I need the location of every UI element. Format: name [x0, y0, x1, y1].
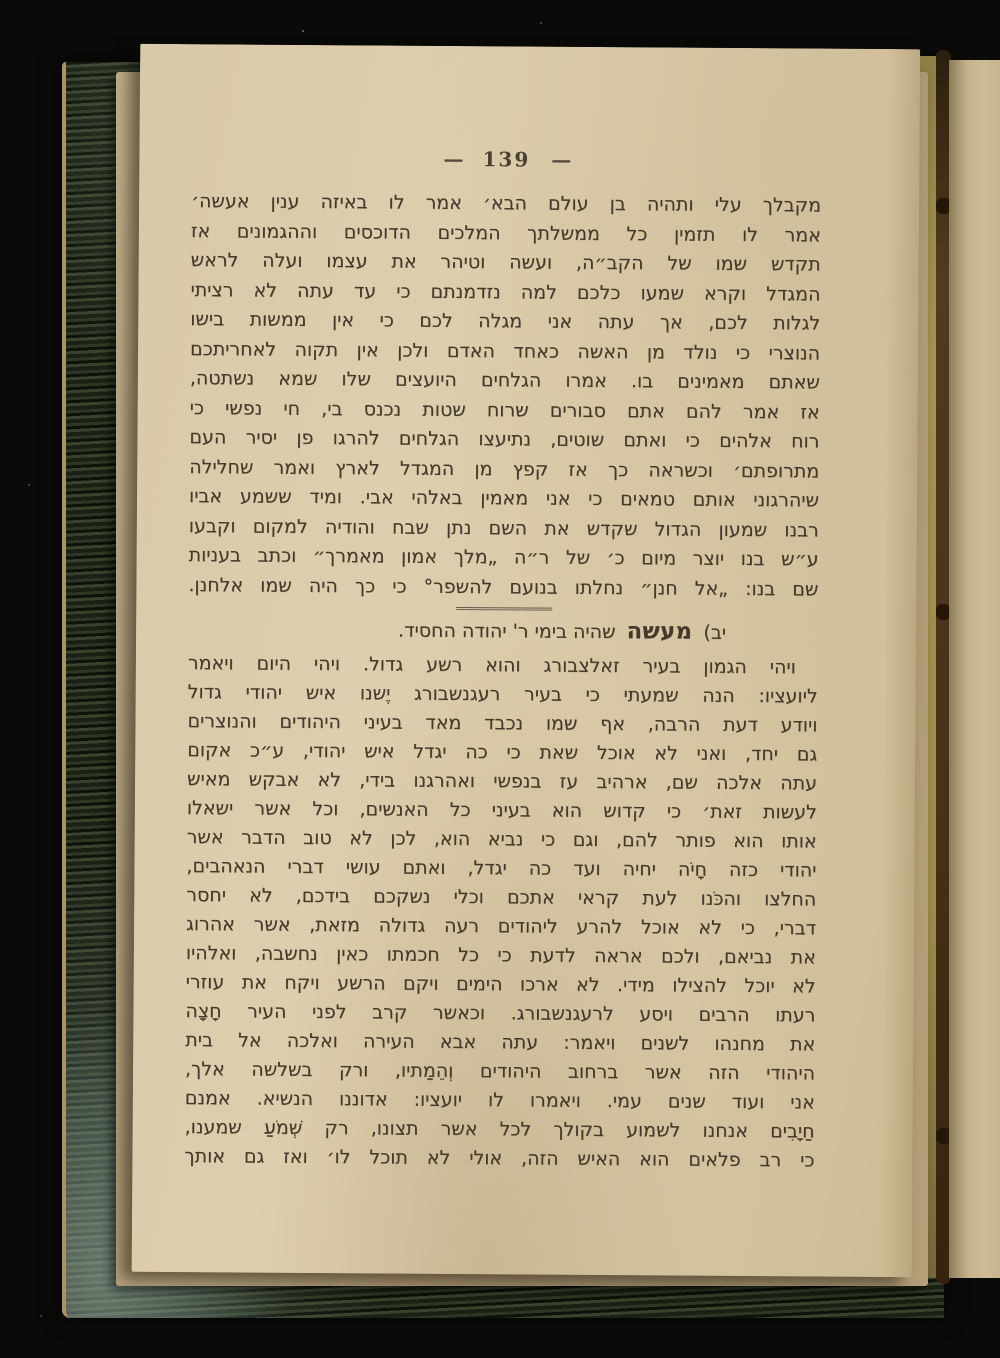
- page-number-rule-left: —: [443, 146, 462, 172]
- text-line: דברי, כי לא אוכל להרע ליהודים רעה גדולה מזאת, אשר אהרוג: [185, 913, 817, 940]
- paragraph-1: [188, 187, 821, 604]
- text-line: ויהי הגמון בעיר זאלצבורג והוא רשע גדול. ויהי היום ויאמר: [187, 652, 796, 679]
- text-line: אני ועוד שנים עמי. ויאמרו לו יועציו: אדוננו הנשיא. אמנם: [184, 1087, 815, 1114]
- text-line: ע״ש בנו יוצר מיום כ׳ של ר״ה „מלך אמון מאמרך״ וכתב בעניות: [188, 544, 819, 571]
- text-line: לעשות זאת׳ כי קדוש הוא בעיני כל האנשים, וכל אשר ישאלו: [186, 797, 817, 824]
- section-divider: [456, 607, 552, 611]
- text-line: לגלות לכם, אך עתה אני מגלה לכם כי אין ממשות בישו: [190, 308, 821, 335]
- text-line: לא יוכל להצילו מידי. לא ארכו הימים ויקם הרשע ויקח את עוזרי: [185, 971, 816, 998]
- text-line: רעתו הרבים ויסע לרעגנשבורג. וכאשר קרב לפני העיר חָצָה: [185, 1000, 816, 1027]
- paragraph-2: [184, 649, 818, 1175]
- text-line: ליועציו: הנה שמעתי כי בעיר רעגנשבורג יֶשנו איש יהודי גדול: [187, 681, 818, 708]
- text-line: מתרופתם׳ וכשראה כך אז קפץ מן המגדל לארץ ואמר שחלילה: [189, 455, 820, 483]
- text-line: יהודי כזה חָיֹה יחיה ועד כה יגדל, ואתם עושי דברי הנאהבים,: [186, 855, 817, 882]
- text-line: כי רב פלאים הוא האיש הזה, אולי לא תוכל לו׳ ואז גם אותך: [184, 1145, 815, 1172]
- text-line: את נביאם, ולכם אראה לדעת כי כל חכמתו כאין נחשבה, ואלהיו: [185, 942, 816, 969]
- text-line: שם בנו: „אל חנן״ נחלתו בנועם להשפר° כי כך היה שמו אלחנן.: [188, 573, 819, 601]
- text-line: ויודע דעת הרבה, אף שמו נכבד מאד בעיני היהודים והנוצרים: [187, 710, 818, 737]
- text-line: אותו הוא פותר להם, וגם כי נביא הוא, לכן לא טוב הדבר אשר: [186, 826, 817, 853]
- text-line: עתה אלכה שם, ארהיב עז בנפשי ואהרגנו בידי, לא אבקש מאיש: [187, 768, 818, 795]
- page-number-value: 139: [482, 147, 531, 172]
- text-line: שיהרגוני אותם טמאים כי אני מאמין באלהי אבי. ומיד ששמע אביו: [188, 485, 820, 512]
- text-line: תקדש שמו של הקב״ה, ועשה וטיהר את עצמו ועלה לראש: [190, 249, 821, 276]
- page-number: [191, 145, 821, 173]
- section-heading: [188, 615, 818, 645]
- facing-page-edge: [949, 60, 1000, 1278]
- text-line: היהודי הזה אשר ברחוב היהודים וְהֵמַתיו, ורק בשלשה אלך,: [184, 1058, 816, 1085]
- section-heading-keyword: מעשה: [626, 618, 693, 645]
- text-line: רוח אלהים כי ואתם שוטים, נתיעצו הגלחים להרגו פן יסיר העם: [189, 426, 820, 453]
- text-line: המגדל וקרא שמעו כלכם למה נזדמנתם כי עד עתה לא רציתי: [190, 278, 821, 306]
- text-line: את מחנהו לשנים ויאמר: עתה אבא העירה ואלכה אל בית: [185, 1029, 816, 1056]
- section-heading-number: יב): [703, 621, 727, 644]
- text-line: אז אמר להם אתם סבורים שרוח שטות נכנס בי, חי נפשי כי: [189, 396, 820, 424]
- text-line: שאתם מאמינים בו. אמרו הגלחים היועצים שלו שמא נשתטה,: [189, 367, 820, 394]
- text-line: הנוצרי כי נולד מן האשה כאחד האדם ולכן אין תקוה לאחריתכם: [190, 337, 821, 365]
- book-page: [132, 44, 921, 1277]
- text-line: גם יחד, ואני לא אוכל שאת כי כה יגדל איש יהודי, ע״כ אקום: [187, 739, 818, 766]
- text-line: החלצו והכֹּנו לעת קראי אתכם וכלי נשקכם בידכם, לא יחסר: [186, 884, 817, 911]
- section-heading-text: שהיה בימי ר' יהודה החסיד.: [398, 619, 616, 644]
- text-line: חַיָבִים אנחנו לשמוע בקולך לכל אשר תצונו, רק שְׁמֹעַ שמענו,: [184, 1116, 815, 1143]
- text-line: מקבלך עלי ותהיה בן עולם הבא׳ אמר לו באיזה ענין אעשה׳: [191, 190, 822, 217]
- page-number-rule-right: —: [551, 147, 570, 172]
- text-line: אמר לו תזמין כל ממשלתך המלכים הדוכסים וההגמונים אז: [190, 219, 821, 247]
- dust-specks: [0, 0, 2, 2]
- text-line: רבנו שמעון הגדול שקדש את השם נתן שבח והודיה למקום וקבעו: [188, 514, 819, 542]
